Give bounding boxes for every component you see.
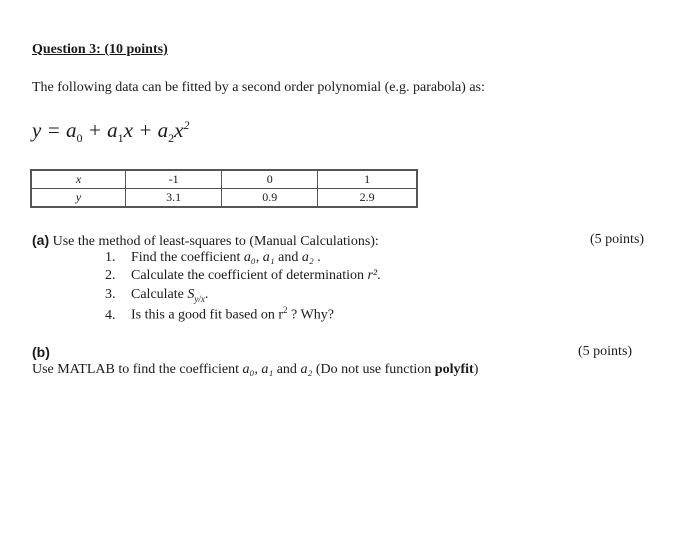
data-table [30,169,418,208]
list-item: 4. Is this a good fit based on $r^2$ ? Why? [105,305,334,323]
part-a-points: (5 points) [590,232,645,247]
part-a-heading: (a) Use the method of least-squares to (Manual Calculations): [32,232,379,249]
table-row-y: y 3.1 0.9 2.9 [31,189,417,208]
list-item: 3. Calculate $S_{y/x}$. [105,287,209,304]
polynomial-equation: $y = a_0 + a_1x + a_2x^2$ [32,118,190,146]
part-b-text: Use MATLAB to find the coefficient a₀, a₁ and a₂ (Do not use function polyfit) [32,362,479,377]
question-title: Question 3: (10 points) [32,42,168,57]
list-item: 2. Calculate the coefficient of determination r². [105,268,381,283]
list-item: 1. Find the coefficient a₀, a₁ and a₂ . [105,250,321,265]
table-row-x: x -1 0 1 [31,170,417,189]
intro-text: The following data can be fitted by a second order polynomial (e.g. parabola) as: [32,80,485,95]
part-b-points: (5 points) [578,344,633,359]
part-b-heading: (b) [32,344,50,360]
